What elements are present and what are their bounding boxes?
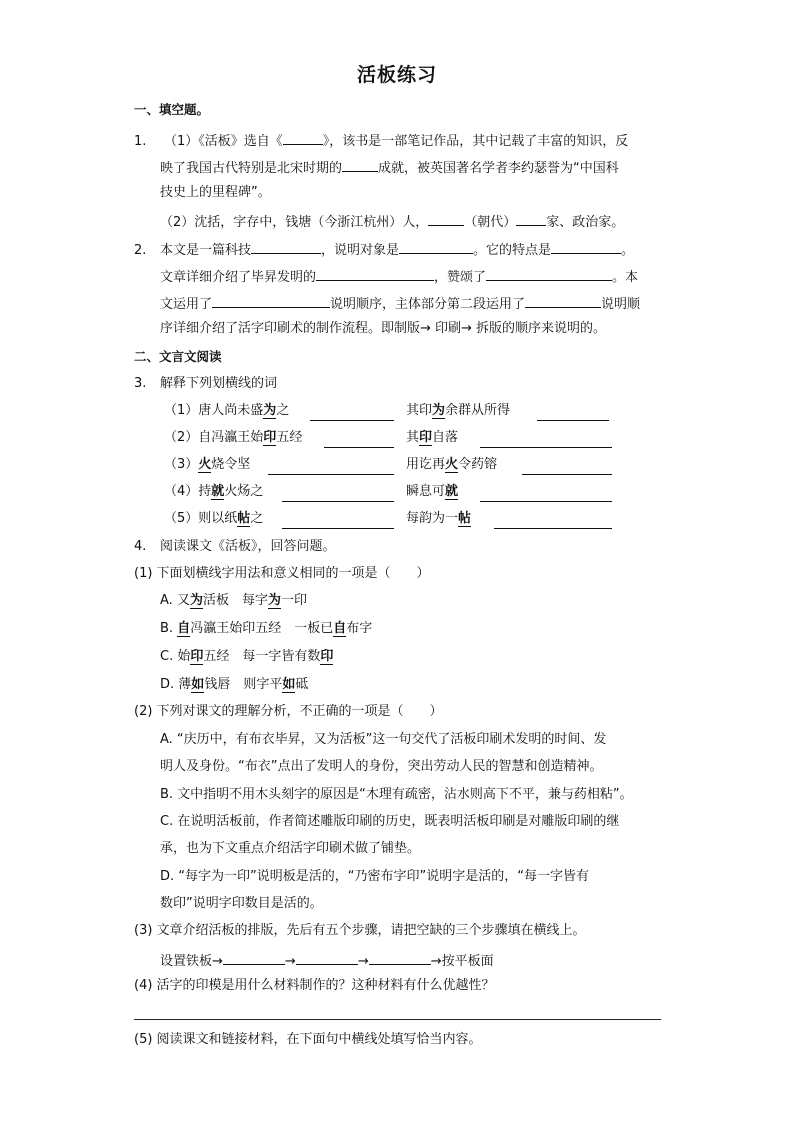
q3-item-3-left: （3）火烧令坚 — [164, 457, 251, 472]
blank — [223, 950, 285, 965]
q3-item-2-right: 其印自落 — [406, 430, 459, 445]
question-number: 2. — [134, 243, 147, 258]
underlined-word: 火 — [198, 457, 212, 472]
q3-item-1-left: （1）唐人尚未盛为之 — [164, 403, 290, 418]
blank — [480, 433, 612, 448]
blank — [399, 239, 473, 254]
q4-part-3-stem: (3) 文章介绍活板的排版，先后有五个步骤，请把空缺的三个步骤填在横线上。 — [134, 923, 586, 938]
question-1-line-1: 1. （1）《活板》选自《 》，该书是一部笔记作品，其中记载了丰富的知识，反 — [134, 130, 628, 151]
blank — [310, 406, 394, 421]
q4-part-2-option-b[interactable]: B. 文中指明不用木头刻字的原因是“木理有疏密，沾水则高下不平，兼与药相粘”。 — [160, 787, 633, 802]
question-4-prompt: 4. 阅读课文《活板》，回答问题。 — [134, 539, 336, 554]
underlined-word: 帖 — [458, 511, 472, 526]
blank — [551, 239, 621, 254]
blank — [522, 460, 612, 475]
question-number: 1. — [134, 134, 147, 149]
blank — [480, 487, 612, 502]
q4-part-2-option-c-cont: 承，也为下文重点介绍活字印刷术做了铺垫。 — [160, 841, 421, 856]
q4-part-2-option-a-cont: 明人及身份。“布衣”点出了发明人的身份，突出劳动人民的智慧和创造精神。 — [160, 759, 603, 774]
blank — [324, 433, 394, 448]
q3-item-3-right: 用讫再火令药镕 — [406, 457, 498, 472]
blank — [494, 514, 612, 529]
question-number: 3. — [134, 376, 147, 391]
underlined-word: 为 — [263, 403, 277, 418]
q3-item-5-right: 每韵为一帖 — [406, 511, 472, 526]
question-2-line-2: 文章详细介绍了毕昇发明的 ，赞颂了 。本 — [160, 266, 638, 287]
q4-part-1-option-d[interactable]: D. 薄如钱唇 则字平如砥 — [160, 677, 309, 692]
q4-part-2-option-d-cont: 数印”说明字印数目是活的。 — [160, 896, 323, 911]
blank — [428, 211, 464, 226]
q4-part-3-steps: 设置铁板→ → → →按平板面 — [160, 950, 494, 971]
blank — [342, 157, 378, 172]
question-3-prompt: 3. 解释下列划横线的词 — [134, 376, 278, 391]
question-1-line-3: 技史上的里程碑”。 — [160, 185, 271, 200]
underlined-word: 印 — [419, 430, 433, 445]
underlined-word: 火 — [445, 457, 459, 472]
q4-part-4-stem: (4) 活字的印模是用什么材料制作的？这种材料有什么优越性？ — [134, 978, 495, 993]
q4-part-2-option-c[interactable]: C. 在说明活板前，作者简述雕版印刷的历史，既表明活板印刷是对雕版印刷的继 — [160, 814, 620, 829]
blank — [516, 211, 546, 226]
question-2-line-3: 文运用了 说明顺序，主体部分第二段运用了 说明顺 — [160, 293, 640, 314]
blank — [537, 406, 609, 421]
blank — [525, 293, 601, 308]
question-1-line-4: （2）沈括，字存中，钱塘（今浙江杭州）人， （朝代） 家、政治家。 — [160, 211, 624, 232]
q4-part-2-stem: (2) 下列对课文的理解分析，不正确的一项是（ ） — [134, 704, 443, 719]
q4-part-2-option-d[interactable]: D. “每字为一印”说明板是活的，“乃密布字印”说明字是活的，“每一字皆有 — [160, 869, 589, 884]
blank — [282, 514, 394, 529]
section-heading-classical-reading: 二、文言文阅读 — [134, 349, 222, 364]
q3-item-1-right: 其印为余群从所得 — [406, 403, 511, 418]
q4-part-1-option-c[interactable]: C. 始印五经 每一字皆有数印 — [160, 649, 334, 664]
blank — [486, 266, 612, 281]
q4-part-1-stem: (1) 下面划横线字用法和意义相同的一项是（ ） — [134, 566, 430, 581]
q3-item-5-left: （5）则以纸帖之 — [164, 511, 264, 526]
q4-part-5-stem: (5) 阅读课文和链接材料，在下面句中横线处填写恰当内容。 — [134, 1032, 482, 1047]
q4-part-1-option-b[interactable]: B. 自冯瀛王始印五经 一板已自布字 — [160, 621, 373, 636]
blank — [316, 266, 434, 281]
blank — [296, 950, 358, 965]
question-1-line-2: 映了我国古代特别是北宋时期的 成就，被英国著名学者李约瑟誉为“中国科 — [160, 157, 619, 178]
blank — [282, 487, 394, 502]
question-2-line-4: 序详细介绍了活字印刷术的制作流程。即制版→ 印刷→ 拆版的顺序来说明的。 — [160, 321, 607, 336]
question-2-line-1: 2. 本文是一篇科技 ，说明对象是 。它的特点是 。 — [134, 239, 634, 260]
blank — [283, 130, 323, 145]
blank — [369, 950, 431, 965]
underlined-word: 印 — [263, 430, 277, 445]
q3-item-2-left: （2）自冯瀛王始印五经 — [164, 430, 303, 445]
underlined-word: 为 — [432, 403, 446, 418]
underlined-word: 就 — [445, 484, 459, 499]
question-number: 4. — [134, 539, 147, 554]
q3-item-4-left: （4）持就火炀之 — [164, 484, 264, 499]
blank — [251, 239, 321, 254]
page-title: 活板练习 — [356, 64, 437, 86]
q4-part-2-option-a[interactable]: A. “庆历中，有布衣毕昇，又为活板”这一句交代了活板印刷术发明的时间、发 — [160, 732, 607, 747]
answer-line — [134, 1019, 661, 1020]
underlined-word: 就 — [211, 484, 225, 499]
q3-item-4-right: 瞬息可就 — [406, 484, 459, 499]
underlined-word: 帖 — [237, 511, 251, 526]
blank — [268, 460, 394, 475]
q4-part-1-option-a[interactable]: A. 又为活板 每字为一印 — [160, 593, 308, 608]
blank — [212, 293, 330, 308]
section-heading-fill-in: 一、填空题。 — [134, 102, 210, 117]
